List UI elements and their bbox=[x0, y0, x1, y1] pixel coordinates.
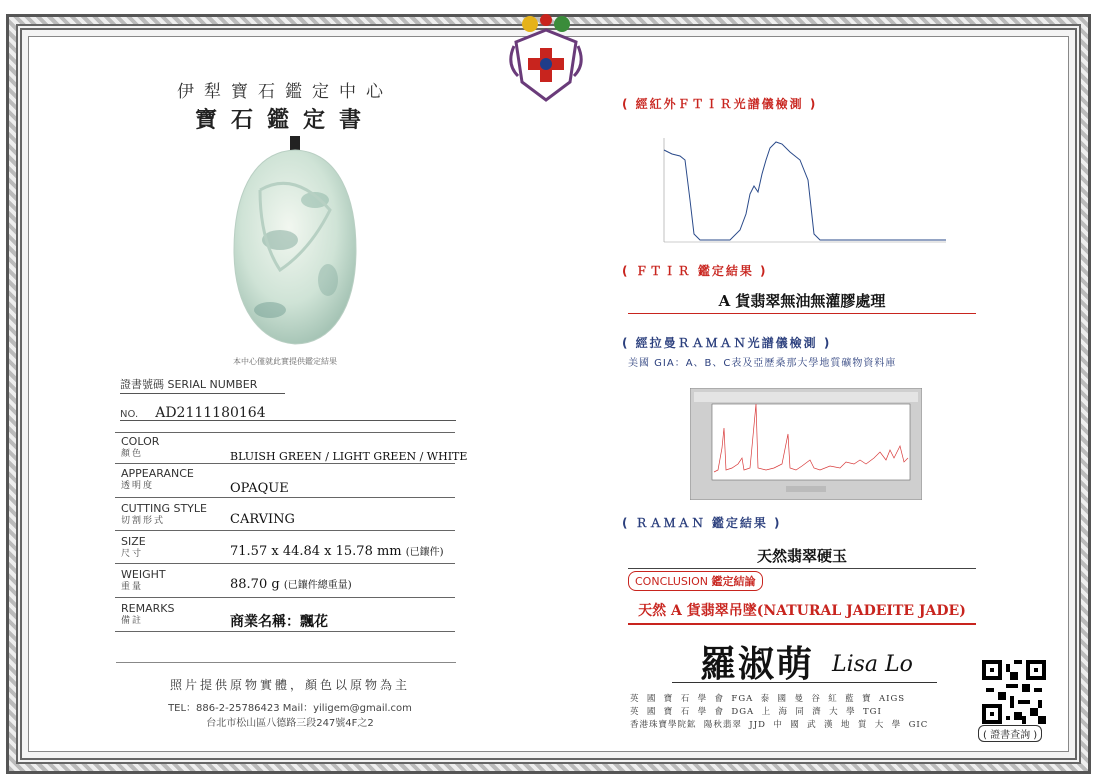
institute-emblem-logo bbox=[506, 12, 586, 104]
raman-heading: ( 經拉曼ＲＡＭＡＮ光譜儀檢測 ) bbox=[622, 336, 832, 350]
raman-result-heading: ( ＲＡＭＡＮ 鑑定結果 ) bbox=[622, 516, 782, 530]
photo-color-note: 照片提供原物實體，顏色以原物為主 bbox=[169, 678, 410, 692]
raman-spectrum-graph bbox=[690, 388, 922, 500]
raman-result: 天然翡翠硬玉 bbox=[628, 545, 976, 569]
raman-database-note: 美國 GIA：A、B、C表及亞歷桑那大學地質礦物資料庫 bbox=[628, 358, 897, 369]
jade-pendant-photo bbox=[220, 130, 370, 352]
ftir-result-heading: ( ＦＴＩＲ 鑑定結果 ) bbox=[622, 264, 768, 278]
size-value: 71.57 x 44.84 x 15.78 mm (已鑲件) bbox=[230, 544, 444, 559]
cutting-style-label: CUTTING STYLE 切割形式 bbox=[121, 502, 207, 526]
remarks-value: 商業名稱：飄花 bbox=[230, 614, 328, 630]
credential-line: 香港珠寶學院鉱 陽秋翡翠 JJD 中 國 武 漢 地 質 大 學 GIC bbox=[630, 720, 929, 730]
remarks-label: REMARKS 備註 bbox=[121, 602, 175, 626]
document-title: 寶石鑑定書 bbox=[194, 107, 375, 133]
field-divider bbox=[115, 432, 455, 433]
cutting-style-value: CARVING bbox=[230, 512, 295, 527]
footer-divider bbox=[116, 662, 456, 663]
color-value: BLUISH GREEN / LIGHT GREEN / WHITE bbox=[230, 450, 468, 463]
weight-label: WEIGHT 重量 bbox=[121, 568, 166, 592]
certificate-lookup-label[interactable]: ( 證書查詢 ) bbox=[978, 725, 1042, 742]
field-divider bbox=[115, 497, 455, 498]
field-divider bbox=[115, 631, 455, 632]
signature-chinese: 羅淑萌 bbox=[700, 643, 815, 685]
ftir-spectrum-graph bbox=[650, 130, 950, 248]
field-divider bbox=[115, 463, 455, 464]
serial-number-row bbox=[120, 402, 456, 421]
conclusion-label: CONCLUSION 鑑定結論 bbox=[628, 571, 763, 591]
appearance-label: APPEARANCE 透明度 bbox=[121, 467, 194, 491]
serial-number-value: AD2111180164 bbox=[155, 405, 266, 421]
address-line: 台北市松山區八德路三段247號4F之2 bbox=[206, 718, 374, 729]
signature-line bbox=[672, 682, 937, 683]
qr-code-icon[interactable] bbox=[982, 660, 1046, 724]
field-divider bbox=[115, 563, 455, 564]
serial-number-label: 證書號碼 SERIAL NUMBER bbox=[120, 376, 285, 394]
signature-english: Lisa Lo bbox=[832, 652, 913, 677]
credential-line: 英 國 寶 石 學 會 FGA 泰 國 曼 谷 紅 藍 寶 AIGS bbox=[630, 694, 906, 704]
ftir-heading: ( 經紅外ＦＴＩＲ光譜儀檢測 ) bbox=[622, 97, 818, 111]
color-label: COLOR 顏色 bbox=[121, 435, 160, 459]
ftir-result: A 貨翡翠無油無灌膠處理 bbox=[628, 290, 976, 314]
field-divider bbox=[115, 530, 455, 531]
contact-line: TEL：886-2-25786423 Mail：yiligem@gmail.com bbox=[168, 703, 412, 714]
appearance-value: OPAQUE bbox=[230, 481, 289, 496]
conclusion-value: 天然 A 貨翡翠吊墜(NATURAL JADEITE JADE) bbox=[628, 600, 976, 625]
weight-value: 88.70 g (已鑲件總重量) bbox=[230, 577, 352, 592]
size-label: SIZE 尺寸 bbox=[121, 535, 146, 559]
serial-no-label: NO. bbox=[120, 409, 139, 420]
field-divider bbox=[115, 597, 455, 598]
institute-name: 伊犁寶石鑑定中心 bbox=[177, 82, 393, 102]
credential-line: 英 國 寶 石 學 會 DGA 上 海 同 濟 大 學 TGI bbox=[630, 707, 882, 717]
photo-disclaimer: 本中心僅就此實提供鑑定結果 bbox=[233, 357, 337, 366]
